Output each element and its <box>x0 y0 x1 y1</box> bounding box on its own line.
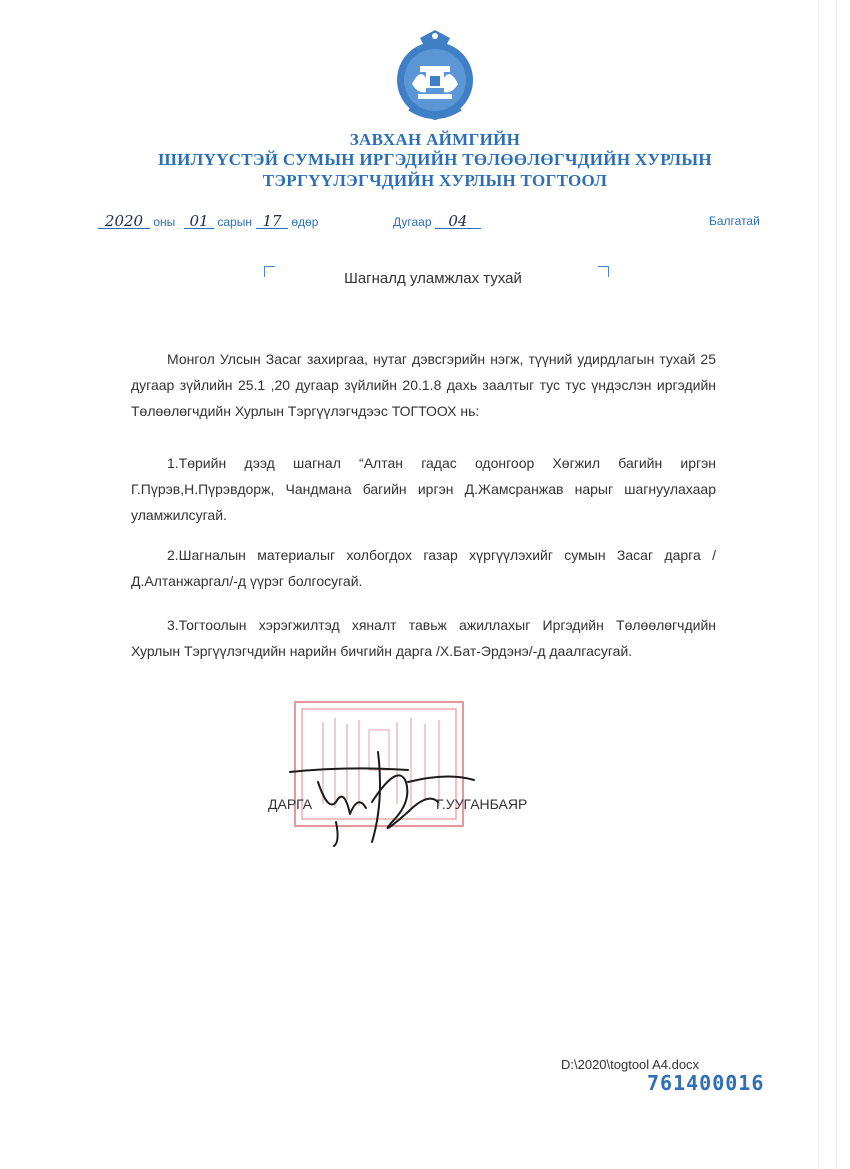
header-resolution: ТЭРГҮҮЛЭГЧДИЙН ХУРЛЫН ТОГТООЛ <box>262 171 608 190</box>
date-year-value: 2020 <box>98 214 150 229</box>
signatory-title: ДАРГА <box>268 796 313 812</box>
date-year-field <box>98 214 175 229</box>
paragraph-item-1: 1.Төрийн дээд шагнал “Алтан гадас одонгоор Хөгжил багийн иргэн Г.Пүрэв,Н.Пүрэвдорж, Чандмана багийн иргэн Д.Жамсранжав нарыг шагнуулахаар уламжилсугай. <box>131 455 716 523</box>
place-name: Балгатай <box>709 214 760 228</box>
subject-title: Шагналд уламжлах тухай <box>344 270 522 287</box>
paragraph-item-2: 2.Шагналын материалыг холбогдох газар хүргүүлэхийг сумын Засаг дарга /Д.Алтанжаргал/-д үүрэг болгосугай. <box>131 547 716 589</box>
resolution-number-label: Дугаар <box>393 215 432 229</box>
paragraph-item-3: 3.Тогтоолын хэрэгжилтэд хяналт тавьж ажиллахыг Иргэдийн Төлөөлөгчдийн Хурлын Тэргүүлэгчдийн нарийн бичгийн дарга /Х.Бат-Эрдэнэ/-д даалгасугай. <box>131 617 716 659</box>
date-month-field <box>184 214 252 229</box>
signatory-name: Г.УУГАНБАЯР <box>436 796 528 812</box>
header-aimag: ЗАВХАН АЙМГИЙН <box>349 130 521 149</box>
date-day-field <box>256 214 318 229</box>
date-day-value: 17 <box>256 214 288 229</box>
date-day-label: өдөр <box>291 215 319 229</box>
handwritten-signature <box>288 742 478 852</box>
header-council: ШИЛҮҮСТЭЙ СУМЫН ИРГЭДИЙН ТӨЛӨӨЛӨГЧДИЙН ХУРЛЫН <box>158 150 712 169</box>
resolution-number-value: 04 <box>435 214 481 229</box>
state-emblem-icon <box>390 28 480 128</box>
date-year-label: оны <box>153 215 176 229</box>
paragraph-preamble: Монгол Улсын Засаг захиргаа, нутаг дэвсгэрийн нэгж, түүний удирдлагын тухай 25 дугаар зүйлийн 25.1 ,20 дугаар зүйлийн 20.1.8 дахь заалтыг тус тус үндэслэн иргэдийн Төлөөлөгчдийн Хурлын Тэргүүлэгчдээс ТОГТООХ нь: <box>131 351 716 419</box>
document-number-stamp: 761400016 <box>647 1071 765 1095</box>
resolution-number-field <box>393 214 481 229</box>
date-month-label: сарын <box>217 215 252 229</box>
date-month-value: 01 <box>184 214 214 229</box>
file-path: D:\2020\togtool A4.docx <box>561 1057 700 1072</box>
